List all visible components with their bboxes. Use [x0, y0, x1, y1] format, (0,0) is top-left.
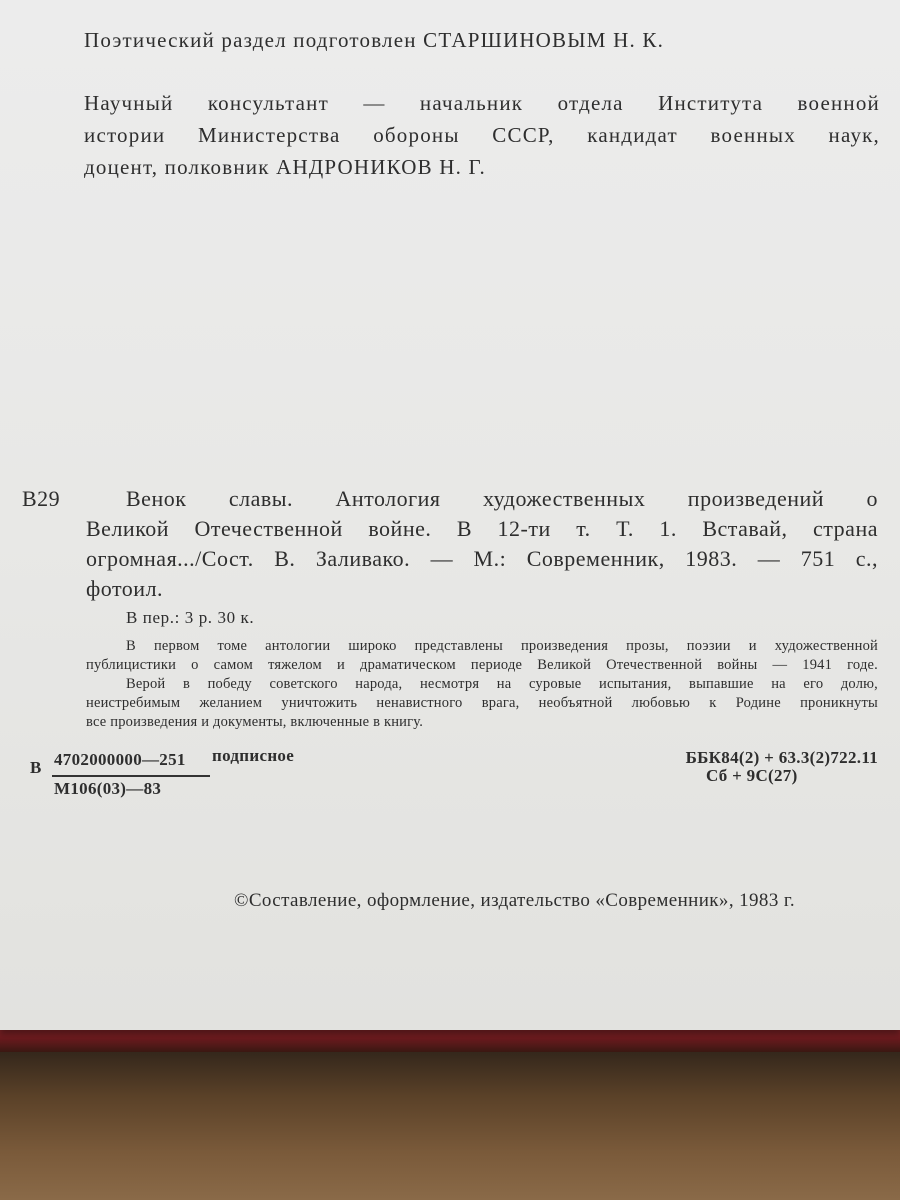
- annotation-line-3: Верой в победу советского народа, несмотря на суровые испытания, выпавшие на его долю,: [126, 676, 878, 692]
- consultant-line-1: Научный консультант — начальник отдела Института военной: [84, 91, 880, 115]
- catalog-index: В29: [22, 486, 61, 511]
- copyright: ©Составление, оформление, издательство «Современник», 1983 г.: [234, 890, 796, 911]
- price: В пер.: 3 р. 30 к.: [126, 608, 255, 627]
- annotation-line-1: В первом томе антологии широко представлены произведения прозы, поэзии и художественной: [126, 638, 878, 654]
- code-note: подписное: [212, 746, 295, 765]
- code-numerator: 4702000000—251: [54, 750, 186, 769]
- catalog-entry-line-4: фотоил.: [86, 576, 164, 601]
- annotation-line-2: публицистики о самом тяжелом и драматическом периоде Великой Отечественной войны — 1941 годе.: [86, 657, 878, 673]
- bbk-line-1: ББК84(2) + 63.3(2)722.11: [685, 748, 878, 767]
- catalog-entry-line-2: Великой Отечественной войне. В 12-ти т. Т. 1. Вставай, страна: [86, 516, 878, 541]
- catalog-entry-line-1: Венок славы. Антология художественных произведений о: [126, 486, 878, 511]
- annotation-line-5: все произведения и документы, включенные в книгу.: [86, 714, 424, 730]
- consultant-line-3: доцент, полковник АНДРОНИКОВ Н. Г.: [84, 155, 486, 179]
- poetry-credit: Поэтический раздел подготовлен СТАРШИНОВЫМ Н. К.: [84, 28, 665, 52]
- wooden-table: [0, 1040, 900, 1200]
- consultant-line-2: истории Министерства обороны СССР, кандидат военных наук,: [84, 123, 880, 147]
- annotation-line-4: неистребимым желанием уничтожить ненавистного врага, необъятной любовью к Родине проникнуты: [86, 695, 878, 711]
- fraction-line: [52, 775, 210, 777]
- code-denominator: М106(03)—83: [54, 779, 162, 798]
- catalog-entry-line-3: огромная.../Сост. В. Заливако. — М.: Современник, 1983. — 751 с.,: [86, 546, 878, 571]
- code-prefix: В: [30, 758, 42, 777]
- bbk-line-2: Сб + 9С(27): [706, 766, 798, 785]
